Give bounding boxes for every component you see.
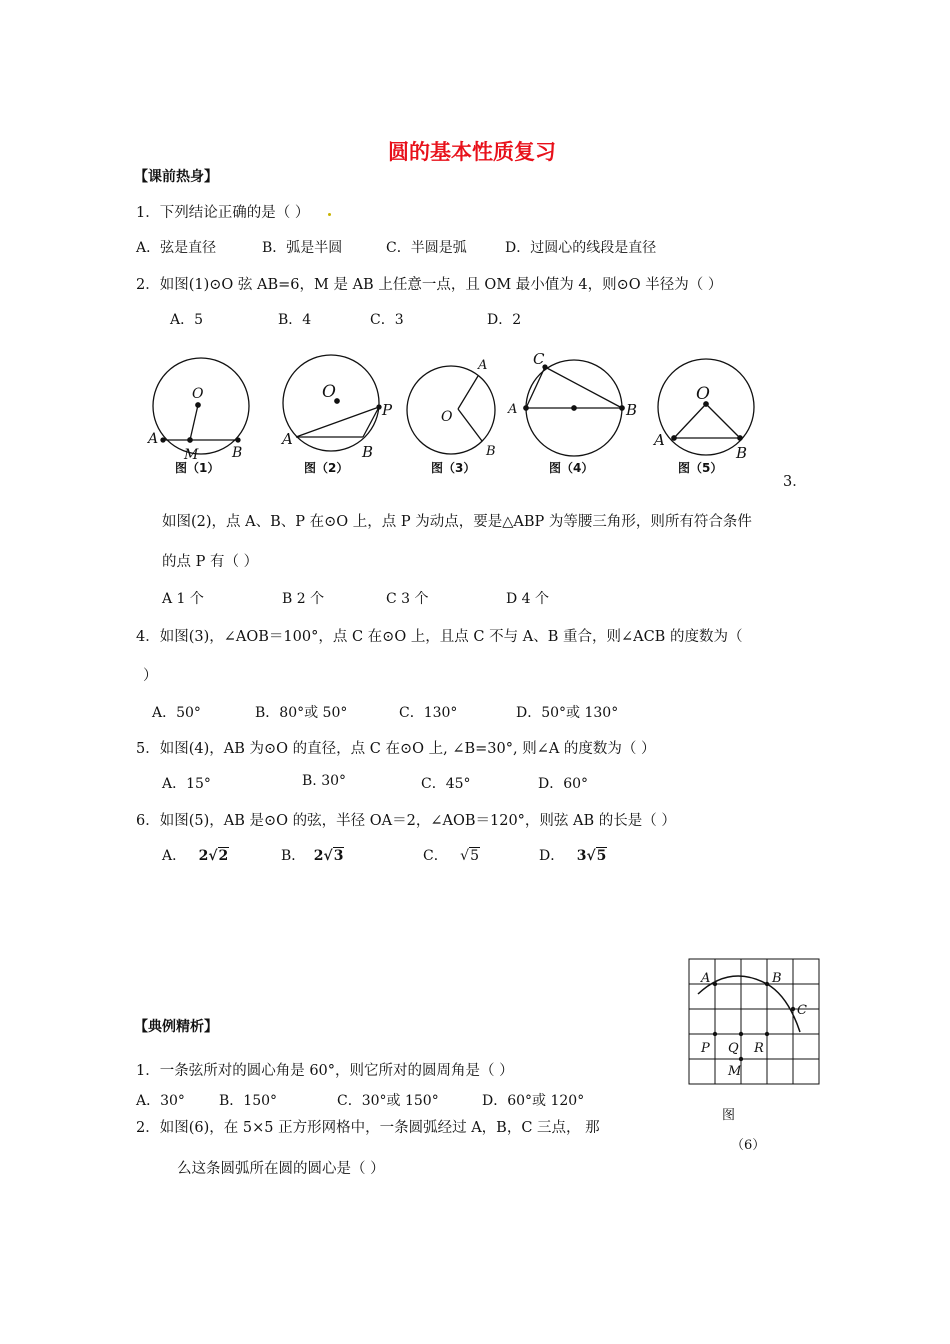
q4-option-c: C．130° [399,705,458,721]
fig4-segment-ac [526,367,545,408]
yellow-mark [328,213,331,216]
question-4-line-2: ） [143,668,158,684]
q2-option-d: D．2 [487,312,522,328]
q6-option-c-value: √5 [460,848,480,864]
q2-option-b: B．4 [278,312,312,328]
fig2-label-o: O [322,382,336,402]
figure-5 [652,359,754,462]
q6-option-b-letter: B． [281,848,306,864]
q3-option-a: A 1 个 [162,591,204,607]
fig6-caption-2: （6） [731,1138,766,1153]
fig5-radius-oa [674,404,706,438]
section-warmup-heading: 【课前热身】 [134,169,218,185]
figure-4 [507,350,637,456]
figure-3 [407,358,496,459]
page-title: 圆的基本性质复习 [388,140,556,164]
fig6-label-c: C [797,1003,807,1018]
fig5-label-a: A [654,431,665,449]
question-6: 6．如图(5)，AB 是⊙O 的弦，半径 OA＝2，∠AOB＝120°，则弦 AB 的长是（ ） [136,813,676,829]
q6-option-a-value: 2√2 [198,848,229,864]
q3-option-d: D 4 个 [506,591,550,607]
q1-option-d: D．过圆心的线段是直径 [505,240,657,256]
q6-option-b [281,845,344,865]
fig3-radius-oa [458,376,478,409]
figures-1-to-5 [140,345,780,475]
question-4-line-1: 4．如图(3)，∠AOB＝100°，点 C 在⊙O 上，且点 C 不与 A、B 重合，则∠ACB 的度数为（ [136,629,743,645]
example-2-line-1: 2．如图(6)，在 5×5 正方形网格中，一条圆弧经过 A，B，C 三点， 那 [136,1120,600,1136]
fig1-caption: 图（1） [175,461,220,475]
q6-option-d-letter: D． [539,848,565,864]
q5-option-c: C．45° [421,776,471,792]
question-3-line-1: 如图(2)，点 A、B、P 在⊙O 上，点 P 为动点，要是△ABP 为等腰三角形，则所有符合条件 [162,514,752,530]
q1-option-c: C．半圆是弧 [386,240,467,256]
fig6-caption-1: 图 [722,1108,736,1123]
fig6-label-r: R [754,1041,764,1056]
fig1-label-b: B [232,445,243,461]
fig4-caption: 图（4） [549,461,594,475]
e1-option-c: C．30°或 150° [337,1093,439,1109]
figure-2 [280,355,393,461]
q2-option-c: C．3 [370,312,404,328]
fig2-label-b: B [362,443,374,461]
question-5: 5．如图(4)，AB 为⊙O 的直径，点 C 在⊙O 上, ∠B=30°, 则∠A 的度数为（ ） [136,741,656,757]
q5-option-b: B. 30° [302,773,347,789]
q5-option-a: A．15° [162,776,211,792]
fig3-label-b: B [486,444,496,459]
e1-option-a: A．30° [136,1093,185,1109]
q6-option-d-value: 3√5 [576,848,607,864]
fig4-segment-cb [545,367,622,408]
fig5-label-b: B [736,444,748,462]
fig2-caption: 图（2） [304,461,349,475]
q1-option-a: A．弦是直径 [136,240,217,256]
fig2-segment-ap [296,407,379,437]
figure-6-grid [680,950,830,1092]
fig3-caption: 图（3） [431,461,476,475]
q6-option-c-letter: C． [423,848,448,864]
fig4-label-b: B [626,401,638,419]
fig1-segment-om [190,405,198,440]
fig1-label-o: O [192,386,204,402]
fig5-caption: 图（5） [678,461,723,475]
q5-option-d: D．60° [538,776,589,792]
q3-option-c: C 3 个 [386,591,429,607]
fig2-label-p: P [382,401,393,419]
q4-option-d: D．50°或 130° [516,705,619,721]
question-1: 1．下列结论正确的是（ ） [136,205,310,221]
fig1-point-m [188,438,192,442]
q2-option-a: A．5 [170,312,204,328]
question-2: 2．如图(1)⊙O 弦 AB=6，M 是 AB 上任意一点，且 OM 最小值为 4，则⊙O 半径为（ ） [136,277,723,293]
fig4-label-c: C [533,350,545,368]
fig6-label-q: Q [728,1041,739,1056]
fig3-radius-ob [458,409,482,441]
fig6-label-p: P [701,1041,710,1056]
fig5-label-o: O [696,384,710,404]
q1-option-b: B．弧是半圆 [262,240,343,256]
section-examples-heading: 【典例精析】 [134,1019,218,1035]
fig6-label-m: M [728,1064,742,1079]
q4-option-a: A．50° [152,705,201,721]
fig1-label-m: M [184,447,199,463]
question-3-line-2: 的点 P 有（ ） [162,554,259,570]
figure-1 [146,358,249,463]
q6-option-a-letter: A． [162,848,187,864]
fig2-label-a: A [282,430,293,448]
q4-option-b: B．80°或 50° [255,705,348,721]
q6-option-a [162,845,229,865]
q6-option-c [423,845,480,865]
fig4-label-a: A [508,402,518,417]
fig6-label-a: A [701,971,711,986]
fig1-label-a: A [148,431,159,447]
example-2-line-2: 么这条圆弧所在圆的圆心是（ ） [177,1161,385,1177]
q6-option-d [539,845,607,865]
fig3-label-o: O [441,409,453,425]
fig5-radius-ob [706,404,740,438]
fig6-label-b: B [772,971,782,986]
q3-number: 3． [783,474,807,490]
q6-option-b-value: 2√3 [313,848,344,864]
fig4-point-o [572,406,576,410]
e1-option-d: D．60°或 120° [482,1093,585,1109]
e1-option-b: B．150° [219,1093,278,1109]
q3-option-b: B 2 个 [282,591,325,607]
example-1: 1．一条弦所对的圆心角是 60°，则它所对的圆周角是（ ） [136,1063,514,1079]
fig3-label-a: A [478,358,488,373]
fig1-point-o [196,403,200,407]
